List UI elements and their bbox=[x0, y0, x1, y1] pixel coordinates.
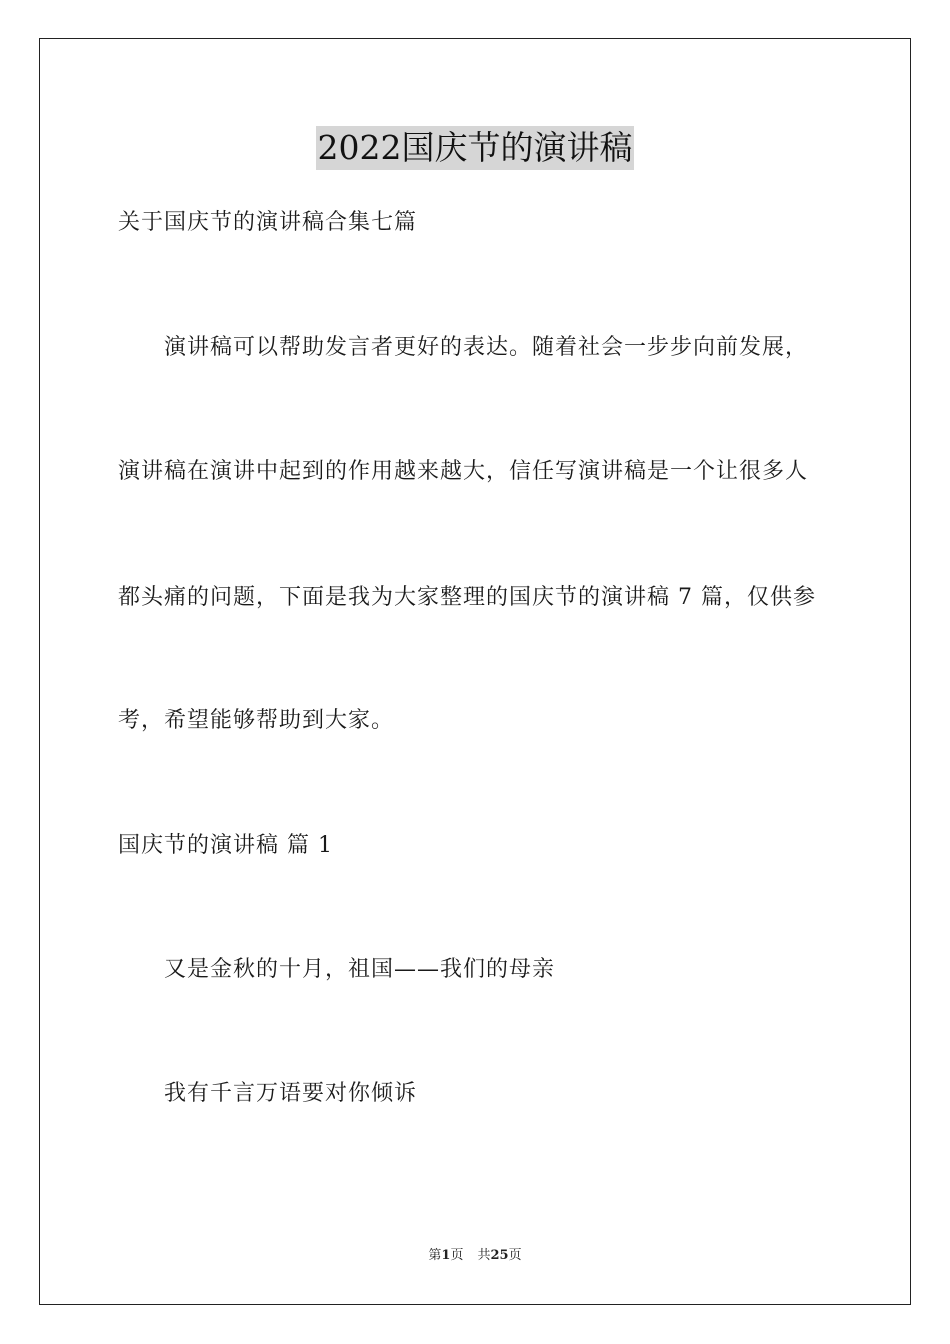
section-heading: 国庆节的演讲稿 篇 1 bbox=[118, 833, 333, 858]
page-suffix: 页 bbox=[450, 1248, 464, 1263]
poem-line-1: 又是金秋的十月，祖国——我们的母亲 bbox=[164, 957, 556, 982]
total-prefix: 共 bbox=[477, 1248, 491, 1263]
title-container bbox=[0, 126, 950, 170]
intro-line-1: 演讲稿可以帮助发言者更好的表达。随着社会一步步向前发展， bbox=[164, 335, 809, 360]
intro-line-3: 都头痛的问题，下面是我为大家整理的国庆节的演讲稿 7 篇，仅供参 bbox=[118, 585, 816, 610]
poem-line-2: 我有千言万语要对你倾诉 bbox=[164, 1081, 418, 1106]
total-pages: 25 bbox=[490, 1248, 509, 1263]
page-number: 1 bbox=[441, 1248, 451, 1263]
page-footer bbox=[0, 1247, 950, 1265]
document-title: 2022国庆节的演讲稿 bbox=[316, 126, 635, 170]
intro-line-2: 演讲稿在演讲中起到的作用越来越大，信任写演讲稿是一个让很多人 bbox=[118, 459, 809, 484]
total-suffix: 页 bbox=[508, 1248, 522, 1263]
intro-line-4: 考，希望能够帮助到大家。 bbox=[118, 708, 395, 733]
document-subtitle: 关于国庆节的演讲稿合集七篇 bbox=[118, 210, 418, 235]
page-prefix: 第 bbox=[428, 1248, 442, 1263]
